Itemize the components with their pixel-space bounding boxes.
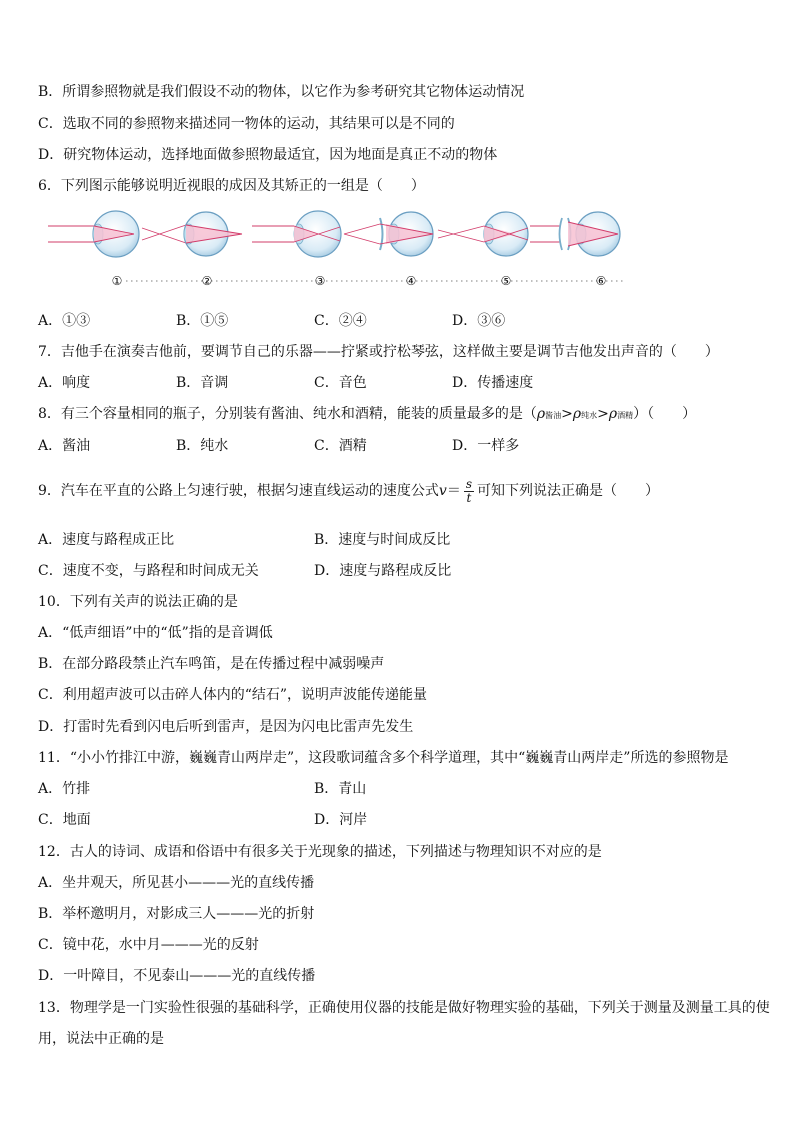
- q8-option-a: A．酱油: [38, 438, 91, 454]
- q11-option-a: A．竹排: [38, 781, 91, 797]
- q6-option-d: D．③⑥: [452, 313, 506, 329]
- sub-soy-sauce: 酱油: [545, 411, 562, 420]
- q7-option-d: D．传播速度: [452, 375, 534, 391]
- q8-stem-end: ）（ ）: [633, 406, 697, 422]
- velocity-symbol: v: [438, 483, 447, 499]
- q9-stem-b: 可知下列说法正确是（ ）: [477, 483, 659, 499]
- q9-option-a: A．速度与路程成正比: [38, 532, 175, 548]
- gt-symbol-2: >: [597, 406, 609, 422]
- eye-diagram-4: [344, 212, 433, 256]
- q9-option-b: B．速度与时间成反比: [314, 532, 451, 548]
- q12-option-b: B．举杯邀明月，对影成三人———光的折射: [38, 906, 315, 922]
- sub-pure-water: 纯水: [581, 411, 598, 420]
- q7-stem: 7．吉他手在演奏吉他前，要调节自己的乐器——拧紧或拧松琴弦，这样做主要是调节吉他发出声音的（ ）: [38, 344, 719, 360]
- rho-symbol: ρ: [608, 406, 618, 422]
- q8-stem: [38, 405, 696, 425]
- q13-stem-line1: 13．物理学是一门实验性很强的基础科学，正确使用仪器的技能是做好物理实验的基础，下列关于测量及测量工具的使: [38, 1000, 770, 1016]
- q7-option-b: B．音调: [176, 375, 229, 391]
- q5-option-b: B．所谓参照物就是我们假设不动的物体，以它作为参考研究其它物体运动情况: [38, 84, 525, 100]
- q6-option-a: A．①③: [38, 313, 91, 329]
- q10-option-a: A．“低声细语”中的“低”指的是音调低: [38, 625, 273, 641]
- eye-label-3: ③: [314, 274, 326, 288]
- q8-option-d: D．一样多: [452, 438, 520, 454]
- q13-stem-line2: 用，说法中正确的是: [38, 1031, 164, 1047]
- q10-option-b: B．在部分路段禁止汽车鸣笛，是在传播过程中减弱噪声: [38, 656, 385, 672]
- q11-option-b: B．青山: [314, 781, 367, 797]
- eye-diagrams-figure: [46, 210, 630, 290]
- formula-numerator: s: [465, 476, 472, 491]
- q11-stem: 11．“小小竹排江中游，巍巍青山两岸走”，这段歌词蕴含多个科学道理，其中“巍巍青山两岸走”所选的参照物是: [38, 750, 729, 766]
- q12-stem: 12．古人的诗词、成语和俗语中有很多关于光现象的描述，下列描述与物理知识不对应的是: [38, 844, 602, 860]
- eye-diagram-1: [48, 211, 139, 257]
- q6-option-b: B．①⑤: [176, 313, 229, 329]
- eye-label-6: ⑥: [595, 274, 607, 288]
- q7-option-c: C．音色: [314, 375, 367, 391]
- formula-denominator: t: [466, 490, 472, 505]
- eye-label-5: ⑤: [500, 274, 512, 288]
- q6-stem: 6．下列图示能够说明近视眼的成因及其矫正的一组是（ ）: [38, 178, 425, 194]
- eye-label-1: ①: [111, 274, 123, 288]
- equals-sign: ＝: [446, 483, 461, 499]
- q5-option-c: C．选取不同的参照物来描述同一物体的运动，其结果可以是不同的: [38, 116, 455, 132]
- sub-alcohol: 酒精: [617, 411, 634, 420]
- q12-option-a: A．坐井观天，所见甚小———光的直线传播: [38, 875, 315, 891]
- q12-option-c: C．镜中花，水中月———光的反射: [38, 937, 259, 953]
- q9-option-c: C．速度不变，与路程和时间成无关: [38, 563, 259, 579]
- q9-stem-a: 9．汽车在平直的公路上匀速行驶，根据匀速直线运动的速度公式: [38, 483, 439, 499]
- rho-symbol: ρ: [572, 406, 582, 422]
- eye-label-2: ②: [201, 274, 213, 288]
- eye-label-4: ④: [405, 274, 417, 288]
- eye-diagram-6: [530, 212, 620, 256]
- q10-stem: 10．下列有关声的说法正确的是: [38, 594, 238, 610]
- q9-option-d: D．速度与路程成反比: [314, 563, 452, 579]
- q10-option-d: D．打雷时先看到闪电后听到雷声，是因为闪电比雷声先发生: [38, 719, 414, 735]
- gt-symbol-1: >: [561, 406, 573, 422]
- q8-option-c: C．酒精: [314, 438, 367, 454]
- speed-formula-fraction: [464, 478, 474, 505]
- q11-option-d: D．河岸: [314, 812, 368, 828]
- q10-option-c: C．利用超声波可以击碎人体内的“结石”，说明声波能传递能量: [38, 687, 428, 703]
- q7-option-a: A．响度: [38, 375, 91, 391]
- q12-option-d: D．一叶障目，不见泰山———光的直线传播: [38, 968, 316, 984]
- q5-option-d: D．研究物体运动，选择地面做参照物最适宜，因为地面是真正不动的物体: [38, 147, 498, 163]
- eye-diagram-5: [438, 212, 528, 256]
- eye-diagram-2: [142, 212, 242, 256]
- rho-symbol: ρ: [536, 406, 546, 422]
- q11-option-c: C．地面: [38, 812, 91, 828]
- q8-stem-main: 8．有三个容量相同的瓶子，分别装有酱油、纯水和酒精，能装的质量最多的是（: [38, 406, 537, 422]
- q8-option-b: B．纯水: [176, 438, 229, 454]
- q6-option-c: C．②④: [314, 313, 367, 329]
- eye-diagram-3: [252, 211, 341, 257]
- q9-stem: [38, 476, 659, 506]
